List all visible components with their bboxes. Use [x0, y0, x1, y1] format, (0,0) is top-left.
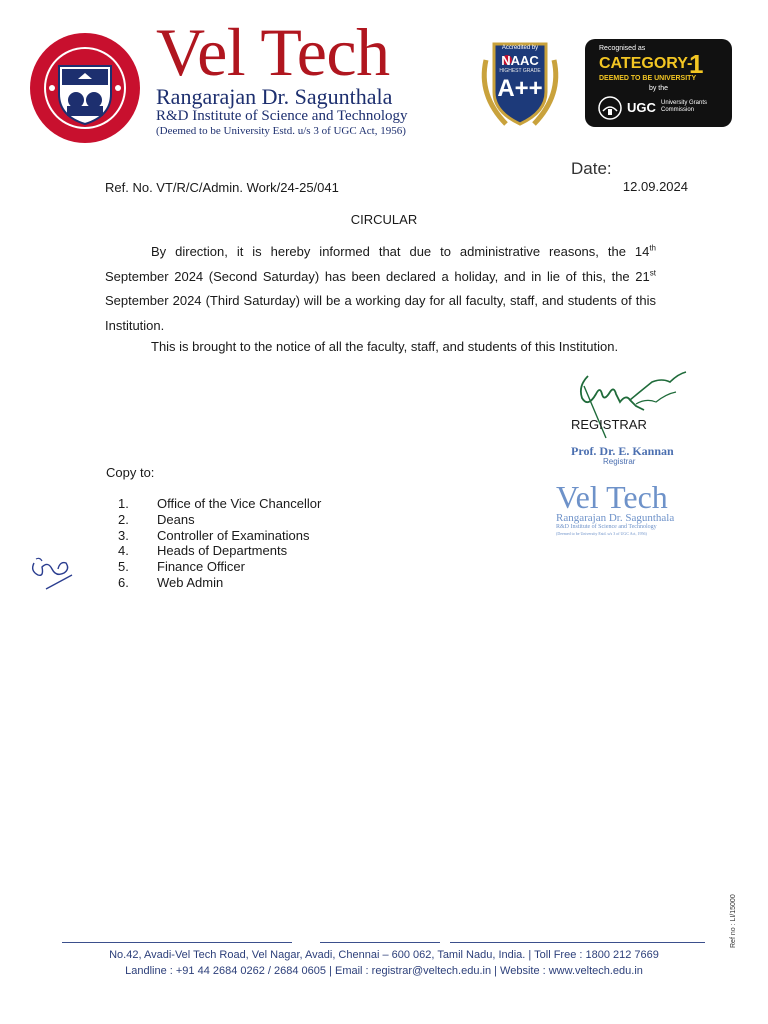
- stamp-line3: (Deemed to be University Estd. u/s 3 of UGC Act, 1956): [556, 531, 647, 536]
- footer-divider: [320, 942, 440, 943]
- list-number: 1.: [118, 496, 129, 511]
- category-number: 1: [689, 49, 704, 79]
- para1-part-c: September 2024 (Third Saturday) will be a working day for all faculty, staff, and students of this Institution.: [105, 293, 656, 333]
- category-recognised-as: Recognised as: [599, 45, 646, 52]
- signatory-designation: Registrar: [603, 457, 636, 466]
- list-number: 2.: [118, 511, 129, 527]
- brand-line1: Rangarajan Dr. Sagunthala: [156, 84, 393, 109]
- para1-sup-th: th: [649, 243, 656, 253]
- copy-to-label: Copy to:: [106, 465, 155, 480]
- footer-address: No.42, Avadi-Vel Tech Road, Vel Nagar, Avadi, Chennai – 600 062, Tamil Nadu, India. | Toll Free : 1800 212 7669: [109, 949, 659, 961]
- list-item: [118, 559, 321, 575]
- para1-part-a: By direction, it is hereby informed that due to administrative reasons, the 14: [151, 244, 650, 259]
- circular-paragraph-2: This is brought to the notice of all the faculty, staff, and students of this Institution.: [151, 339, 619, 354]
- para1-part-b: September 2024 (Second Saturday) has been declared a holiday, and in lie of this, the 21: [105, 268, 650, 284]
- naac-accredited-by: Accredited by: [501, 45, 539, 51]
- naac-grade: A++: [497, 75, 543, 102]
- list-item: [118, 528, 321, 544]
- signatory-title: REGISTRAR: [571, 417, 647, 432]
- date-value: 12.09.2024: [622, 179, 688, 194]
- list-text: Office of the Vice Chancellor: [157, 496, 322, 511]
- list-item: [118, 543, 321, 559]
- circular-paragraph-1: [105, 240, 656, 338]
- list-number: 5.: [118, 559, 129, 575]
- naac-sub: HIGHEST GRADE: [499, 68, 541, 74]
- list-item: [118, 575, 321, 591]
- ugc-full-name: University Grants Commission: [661, 100, 708, 113]
- date-label: Date:: [571, 159, 612, 178]
- stamp-name: Vel Tech: [556, 479, 668, 515]
- ugc-emblem-icon: [597, 95, 623, 121]
- list-text: Finance Officer: [157, 559, 245, 575]
- stamp-line1: Rangarajan Dr. Sagunthala: [556, 512, 675, 524]
- list-number: 4.: [118, 543, 129, 559]
- institution-stamp: [556, 481, 696, 537]
- list-number: 6.: [118, 574, 129, 590]
- category-by-the: by the: [648, 85, 669, 92]
- stamp-line2: R&D Institute of Science and Technology: [556, 524, 657, 530]
- footer-contact: Landline : +91 44 2684 0262 / 2684 0605 | Email : registrar@veltech.edu.in | Website : www.veltech.edu.in: [125, 965, 643, 977]
- category-label: CATEGORY-: [599, 55, 693, 72]
- list-number: 3.: [118, 527, 129, 543]
- ugc-label: UGC: [627, 100, 656, 115]
- institution-seal-logo: [29, 32, 141, 144]
- handwritten-initials: [28, 553, 78, 595]
- para1-sup-st: st: [649, 268, 656, 278]
- reference-number: Ref. No. VT/R/C/Admin. Work/24-25/041: [105, 180, 339, 195]
- footer-divider: [450, 942, 705, 943]
- naac-badge: [472, 40, 568, 130]
- list-text: Controller of Examinations: [157, 527, 310, 543]
- list-item: [118, 512, 321, 528]
- list-text: Heads of Departments: [157, 543, 288, 559]
- footer-divider: [62, 942, 292, 943]
- brand-line3: (Deemed to be University Estd. u/s 3 of UGC Act, 1956): [156, 125, 406, 137]
- brand-line2: R&D Institute of Science and Technology: [156, 108, 408, 124]
- category-deemed: DEEMED TO BE UNIVERSITY: [599, 75, 697, 82]
- ugc-category-badge: [585, 39, 732, 127]
- letterhead-brand: [156, 14, 456, 138]
- footer-ref-number: Ref no : LI/15000: [730, 894, 737, 948]
- list-text: Web Admin: [157, 574, 224, 590]
- brand-name: Vel Tech: [156, 14, 390, 90]
- naac-name: NAAC: [501, 53, 539, 68]
- document-title: CIRCULAR: [350, 212, 418, 227]
- list-text: Deans: [157, 511, 195, 527]
- signatory-name: Prof. Dr. E. Kannan: [571, 444, 674, 458]
- copy-to-list: [118, 496, 321, 591]
- list-item: [118, 496, 321, 512]
